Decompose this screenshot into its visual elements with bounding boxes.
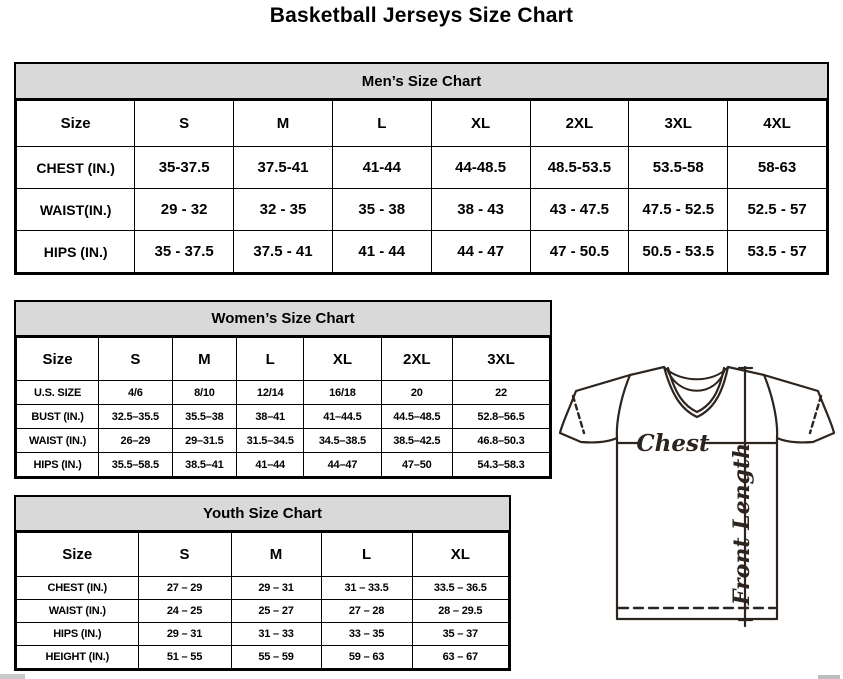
right-armhole-seam: [764, 375, 777, 438]
size-value: 29 – 31: [231, 577, 321, 600]
size-value: 32 - 35: [234, 189, 333, 231]
row-label: U.S. SIZE: [17, 381, 99, 405]
size-value: 29 - 32: [135, 189, 234, 231]
size-value: 27 – 28: [321, 600, 412, 623]
left-armhole-seam: [617, 375, 630, 438]
size-value: 33.5 – 36.5: [412, 577, 508, 600]
chest-label: Chest: [636, 430, 710, 457]
column-header: 3XL: [452, 338, 549, 381]
row-label: HIPS (IN.): [17, 453, 99, 477]
table-row: [17, 147, 827, 189]
womens-size-chart-section: [14, 300, 552, 479]
column-header: 2XL: [381, 338, 452, 381]
mens-size-chart-section: [14, 62, 829, 275]
size-value: 43 - 47.5: [530, 189, 629, 231]
jersey-outline: [560, 367, 834, 619]
size-value: 53.5 - 57: [728, 231, 827, 273]
size-value: 31.5–34.5: [237, 429, 304, 453]
size-value: 31 – 33.5: [321, 577, 412, 600]
column-header: M: [231, 533, 321, 577]
mens-size-table: [16, 100, 827, 273]
size-value: 48.5-53.5: [530, 147, 629, 189]
size-value: 44.5–48.5: [381, 405, 452, 429]
size-value: 27 – 29: [138, 577, 231, 600]
collar-back-rim-shallow: [665, 368, 727, 379]
size-value: 29 – 31: [138, 623, 231, 646]
table-row: [17, 453, 550, 477]
size-value: 55 – 59: [231, 646, 321, 669]
size-value: 33 – 35: [321, 623, 412, 646]
size-value: 41–44.5: [304, 405, 381, 429]
table-row: [17, 600, 509, 623]
size-value: 35 - 38: [332, 189, 431, 231]
row-label: HIPS (IN.): [17, 231, 135, 273]
row-label: WAIST (IN.): [17, 600, 139, 623]
size-value: 31 – 33: [231, 623, 321, 646]
size-value: 38–41: [237, 405, 304, 429]
size-value: 54.3–58.3: [452, 453, 549, 477]
table-row: [17, 429, 550, 453]
right-cuff-stitch-line: [810, 396, 821, 433]
size-value: 25 – 27: [231, 600, 321, 623]
size-value: 38.5–42.5: [381, 429, 452, 453]
size-value: 35-37.5: [135, 147, 234, 189]
youth-chart-title: Youth Size Chart: [16, 497, 509, 532]
scrollbar-fragment-right: [818, 675, 840, 679]
column-header: 2XL: [530, 101, 629, 147]
page-title: Basketball Jerseys Size Chart: [269, 4, 574, 27]
table-row: [17, 646, 509, 669]
row-label: HEIGHT (IN.): [17, 646, 139, 669]
size-value: 41-44: [332, 147, 431, 189]
size-column-label: Size: [17, 533, 139, 577]
size-value: 47 - 50.5: [530, 231, 629, 273]
table-row: [17, 381, 550, 405]
table-row: [17, 231, 827, 273]
size-value: 26–29: [99, 429, 173, 453]
size-value: 4/6: [99, 381, 173, 405]
header-row: [17, 533, 509, 577]
column-header: L: [321, 533, 412, 577]
left-cuff-stitch-line: [573, 396, 584, 433]
table-row: [17, 623, 509, 646]
size-value: 47–50: [381, 453, 452, 477]
size-value: 52.8–56.5: [452, 405, 549, 429]
mens-chart-title: Men’s Size Chart: [16, 64, 827, 100]
size-value: 29–31.5: [172, 429, 236, 453]
column-header: XL: [431, 101, 530, 147]
row-label: BUST (IN.): [17, 405, 99, 429]
row-label: WAIST(IN.): [17, 189, 135, 231]
size-value: 37.5 - 41: [234, 231, 333, 273]
jersey-measurement-diagram: [556, 354, 843, 646]
size-value: 28 – 29.5: [412, 600, 508, 623]
youth-size-table: [16, 532, 509, 669]
size-value: 12/14: [237, 381, 304, 405]
size-value: 35 – 37: [412, 623, 508, 646]
size-value: 16/18: [304, 381, 381, 405]
column-header: S: [99, 338, 173, 381]
column-header: XL: [412, 533, 508, 577]
size-value: 52.5 - 57: [728, 189, 827, 231]
size-column-label: Size: [17, 101, 135, 147]
size-value: 35.5–38: [172, 405, 236, 429]
size-value: 22: [452, 381, 549, 405]
size-value: 63 – 67: [412, 646, 508, 669]
table-row: [17, 577, 509, 600]
row-label: WAIST (IN.): [17, 429, 99, 453]
size-value: 32.5–35.5: [99, 405, 173, 429]
size-value: 34.5–38.5: [304, 429, 381, 453]
size-value: 58-63: [728, 147, 827, 189]
scrollbar-fragment-left: [0, 674, 25, 679]
column-header: M: [234, 101, 333, 147]
size-value: 20: [381, 381, 452, 405]
table-row: [17, 189, 827, 231]
youth-size-chart-section: [14, 495, 511, 671]
size-value: 24 – 25: [138, 600, 231, 623]
column-header: L: [237, 338, 304, 381]
column-header: S: [135, 101, 234, 147]
womens-size-table: [16, 337, 550, 477]
size-column-label: Size: [17, 338, 99, 381]
size-value: 35.5–58.5: [99, 453, 173, 477]
size-value: 59 – 63: [321, 646, 412, 669]
size-value: 41 - 44: [332, 231, 431, 273]
size-value: 41–44: [237, 453, 304, 477]
header-row: [17, 101, 827, 147]
size-value: 35 - 37.5: [135, 231, 234, 273]
size-value: 38.5–41: [172, 453, 236, 477]
size-value: 44–47: [304, 453, 381, 477]
row-label: CHEST (IN.): [17, 577, 139, 600]
row-label: CHEST (IN.): [17, 147, 135, 189]
row-label: HIPS (IN.): [17, 623, 139, 646]
column-header: M: [172, 338, 236, 381]
column-header: S: [138, 533, 231, 577]
womens-chart-title: Women’s Size Chart: [16, 302, 550, 337]
size-value: 38 - 43: [431, 189, 530, 231]
column-header: XL: [304, 338, 381, 381]
size-value: 44 - 47: [431, 231, 530, 273]
front-length-label: Front Length: [729, 442, 755, 606]
size-value: 47.5 - 52.5: [629, 189, 728, 231]
size-value: 37.5-41: [234, 147, 333, 189]
size-value: 50.5 - 53.5: [629, 231, 728, 273]
column-header: 3XL: [629, 101, 728, 147]
size-value: 51 – 55: [138, 646, 231, 669]
size-value: 8/10: [172, 381, 236, 405]
column-header: L: [332, 101, 431, 147]
header-row: [17, 338, 550, 381]
size-value: 46.8–50.3: [452, 429, 549, 453]
column-header: 4XL: [728, 101, 827, 147]
size-value: 44-48.5: [431, 147, 530, 189]
table-row: [17, 405, 550, 429]
size-value: 53.5-58: [629, 147, 728, 189]
